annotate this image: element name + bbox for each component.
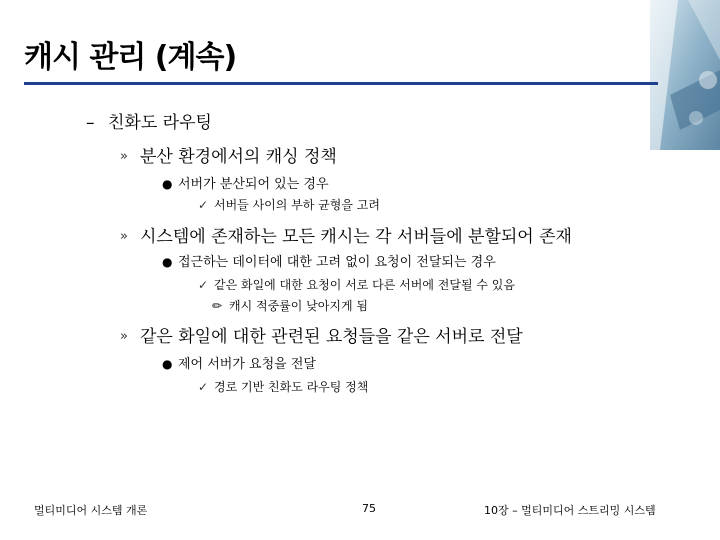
section-text: 같은 화일에 대한 관련된 요청들을 같은 서버로 전달 bbox=[140, 327, 523, 347]
topic-heading-text: 친화도 라우팅 bbox=[108, 113, 212, 133]
check-item bbox=[198, 378, 368, 395]
section-item bbox=[120, 322, 523, 347]
dot-bullet-icon: ● bbox=[162, 357, 173, 371]
sub-item-text: 서버가 분산되어 있는 경우 bbox=[178, 177, 329, 192]
check-item bbox=[198, 276, 515, 293]
note-item bbox=[212, 297, 368, 314]
chevron-bullet-icon: » bbox=[120, 229, 128, 244]
check-item-text: 같은 화일에 대한 요청이 서로 다른 서버에 전달될 수 있음 bbox=[214, 278, 515, 292]
dot-bullet-icon: ● bbox=[162, 255, 173, 269]
section-item bbox=[120, 222, 572, 247]
footer-course-title: 멀티미디어 시스템 개론 bbox=[34, 504, 148, 517]
checkmark-icon: ✓ bbox=[198, 278, 209, 292]
slide-title: 캐시 관리 (계속) bbox=[24, 40, 237, 75]
checkmark-icon: ✓ bbox=[198, 198, 209, 212]
note-item-text: 캐시 적중률이 낮아지게 됨 bbox=[229, 299, 368, 313]
sub-item bbox=[162, 173, 329, 192]
chevron-bullet-icon: » bbox=[120, 329, 128, 344]
dot-bullet-icon: ● bbox=[162, 177, 173, 191]
sub-item bbox=[162, 353, 316, 372]
title-underline bbox=[24, 82, 658, 85]
topic-heading bbox=[86, 108, 212, 133]
sub-item-text: 접근하는 데이터에 대한 고려 없이 요청이 전달되는 경우 bbox=[178, 255, 496, 270]
sub-item bbox=[162, 251, 496, 270]
corner-decoration-image bbox=[650, 0, 720, 150]
dash-bullet: – bbox=[86, 113, 95, 133]
pencil-icon: ✏ bbox=[212, 299, 223, 313]
footer-chapter-title: 10장 – 멀티미디어 스트리밍 시스템 bbox=[484, 504, 656, 517]
sub-item-text: 제어 서버가 요청을 전달 bbox=[178, 357, 316, 372]
footer-page-number: 75 bbox=[362, 502, 376, 515]
check-item-text: 서버들 사이의 부하 균형을 고려 bbox=[214, 198, 380, 212]
check-item bbox=[198, 196, 380, 213]
section-text: 분산 환경에서의 캐싱 정책 bbox=[140, 147, 337, 167]
check-item-text: 경로 기반 친화도 라우팅 정책 bbox=[214, 380, 369, 394]
section-text: 시스템에 존재하는 모든 캐시는 각 서버들에 분할되어 존재 bbox=[140, 227, 572, 247]
section-item bbox=[120, 142, 337, 167]
checkmark-icon: ✓ bbox=[198, 380, 209, 394]
chevron-bullet-icon: » bbox=[120, 149, 128, 164]
